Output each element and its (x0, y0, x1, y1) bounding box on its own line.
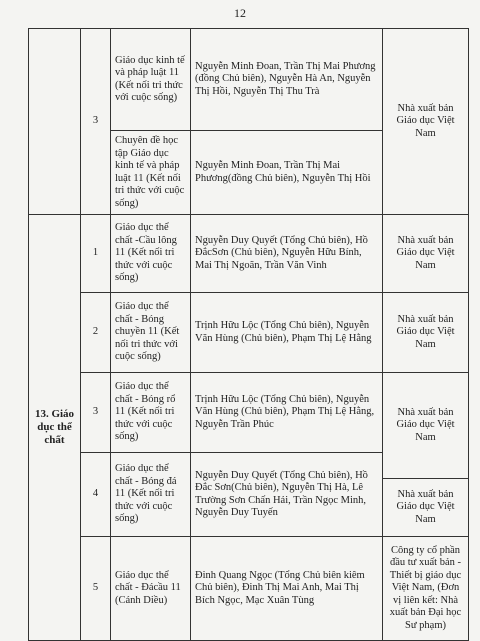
book-authors: Nguyễn Minh Đoan, Trần Thị Mai Phương (đồng Chủ biên), Nguyễn Hà An, Nguyễn Thị Hồi, Nguyễn Thị Thu Trà (191, 29, 383, 131)
table-row (29, 29, 469, 131)
publisher: Công ty cổ phần đầu tư xuất bản - Thiết bị giáo dục Việt Nam, (Đơn vị liên kết: Nhà xuất bản Đại học Sư phạm) (383, 537, 469, 641)
table-row (29, 293, 469, 373)
book-title: Giáo dục thể chất - Đácầu 11 (Cánh Diều) (111, 537, 191, 641)
book-title: Giáo dục thể chất - Bóng chuyền 11 (Kết nối tri thức với cuộc sống) (111, 293, 191, 373)
row-number: 5 (81, 537, 111, 641)
row-number: 2 (81, 293, 111, 373)
book-authors: Nguyễn Duy Quyết (Tổng Chủ biên), Hồ Đắc Sơn(Chủ biên), Nguyễn Thị Hà, Lê Trường Sơn Chấn Hải, Trần Ngọc Minh, Nguyễn Duy Tuyến (191, 453, 383, 537)
book-title: Giáo dục thể chất -Cầu lông 11 (Kết nối tri thức với cuộc sống) (111, 215, 191, 293)
subject-cell-continued (29, 29, 81, 215)
book-authors: Nguyễn Duy Quyết (Tổng Chủ biên), Hồ ĐắcSơn (Chủ biên), Nguyễn Hữu Bính, Mai Thị Ngoãn, Trần Văn Vinh (191, 215, 383, 293)
subject-cell: 13. Giáo dục thể chất (29, 215, 81, 641)
publisher: Nhà xuất bản Giáo dục Việt Nam (383, 29, 469, 215)
book-title: Giáo dục thể chất - Bóng rổ 11 (Kết nối tri thức với cuộc sống) (111, 373, 191, 453)
book-authors: Nguyễn Minh Đoan, Trần Thị Mai Phương(đồng Chủ biên), Nguyễn Thị Hồi (191, 131, 383, 215)
book-title: Chuyên đề học tập Giáo dục kinh tế và pháp luật 11 (Kết nối tri thức với cuộc sống) (111, 131, 191, 215)
table-row (29, 537, 469, 641)
table-row (29, 373, 469, 453)
publisher: Nhà xuất bản Giáo dục Việt Nam (383, 293, 469, 373)
publisher: Nhà xuất bản Giáo dục Việt Nam (383, 373, 469, 479)
publisher: Nhà xuất bản Giáo dục Việt Nam (383, 215, 469, 293)
row-number: 1 (81, 215, 111, 293)
page-number: 12 (234, 6, 246, 20)
book-authors: Trịnh Hữu Lộc (Tổng Chủ biên), Nguyễn Văn Hùng (Chủ biên), Phạm Thị Lệ Hằng (191, 293, 383, 373)
row-number: 4 (81, 453, 111, 537)
book-title: Giáo dục kinh tế và pháp luật 11 (Kết nối tri thức với cuộc sống) (111, 29, 191, 131)
textbook-table (28, 28, 469, 641)
book-authors: Trịnh Hữu Lộc (Tổng Chủ biên), Nguyễn Văn Hùng (Chủ biên), Phạm Thị Lệ Hằng, Nguyễn Trần Phúc (191, 373, 383, 453)
table-row (29, 215, 469, 293)
row-number: 3 (81, 29, 111, 215)
book-authors: Đinh Quang Ngọc (Tổng Chủ biên kiêm Chủ biên), Đinh Thị Mai Anh, Mai Thị Bích Ngọc, Mạc Xuân Tùng (191, 537, 383, 641)
row-number: 3 (81, 373, 111, 453)
publisher: Nhà xuất bản Giáo dục Việt Nam (383, 479, 469, 537)
book-title: Giáo dục thể chất - Bóng đá 11 (Kết nối tri thức với cuộc sống) (111, 453, 191, 537)
